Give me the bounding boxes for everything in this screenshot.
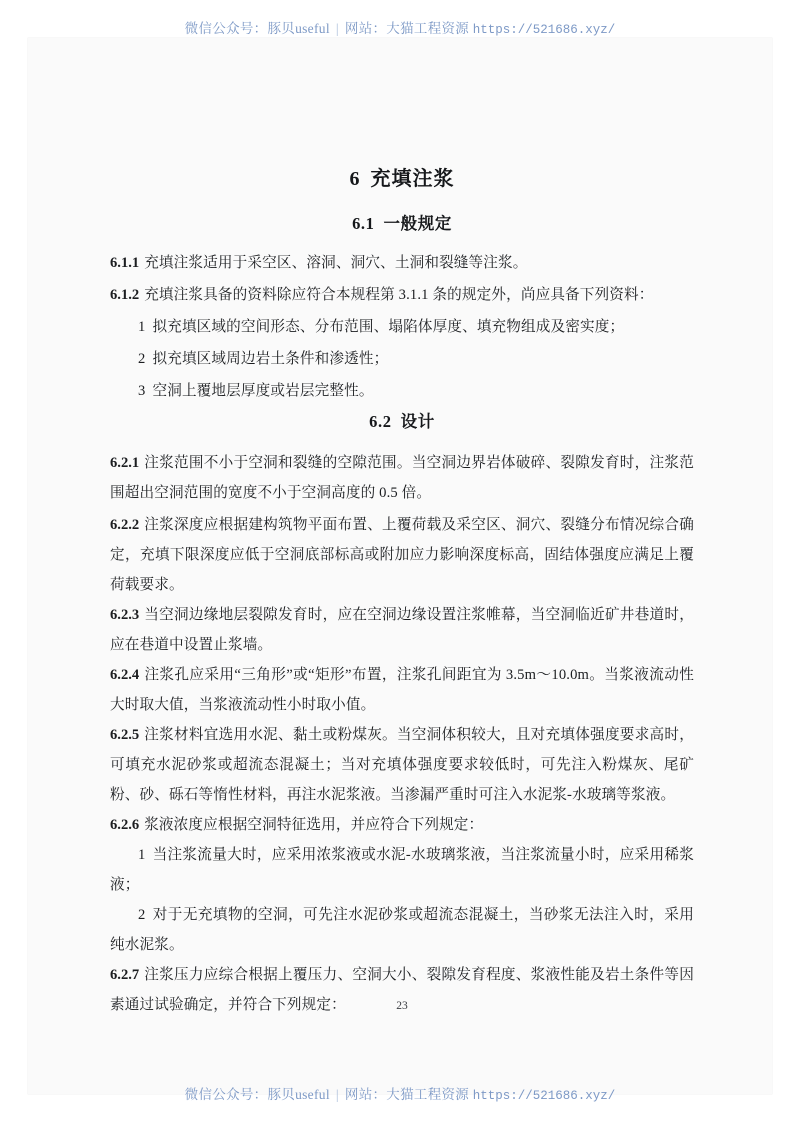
clause-number: 6.1.1 xyxy=(110,255,140,271)
clause-text: 充填注浆具备的资料除应符合本规程第 3.1.1 条的规定外，尚应具备下列资料： xyxy=(144,287,654,303)
clause-6-1-2 xyxy=(110,280,694,310)
clause-6-2-3 xyxy=(110,600,694,660)
list-item-1 xyxy=(110,312,694,342)
list-item-6-2-6-1 xyxy=(110,840,694,900)
clause-text: 浆液浓度应根据空洞特征选用，并应符合下列规定： xyxy=(144,817,484,833)
watermark-account: 微信公众号：豚贝useful xyxy=(184,1087,330,1102)
clause-number: 6.2.3 xyxy=(110,607,140,623)
clause-6-2-5 xyxy=(110,720,694,810)
section-number: 6.1 xyxy=(352,214,375,233)
clause-number: 6.2.5 xyxy=(110,727,140,743)
list-item-2 xyxy=(110,344,694,374)
section-title-text: 设计 xyxy=(400,412,435,431)
clause-number: 6.2.1 xyxy=(110,455,140,471)
item-number: 2 xyxy=(138,907,146,923)
page-number: 23 xyxy=(396,1000,408,1012)
item-number: 3 xyxy=(138,383,146,399)
chapter-title-text: 充填注浆 xyxy=(370,168,455,190)
clause-6-2-2 xyxy=(110,510,694,600)
section-heading-6-2 xyxy=(110,408,694,432)
section-title-text: 一般规定 xyxy=(383,214,452,233)
clause-text: 注浆深度应根据建构筑物平面布置、上覆荷载及采空区、洞穴、裂缝分布情况综合确定，充填下限深度应低于空洞底部标高或附加应力影响深度标高，固结体强度应满足上覆荷载要求。 xyxy=(110,517,694,593)
list-item-3 xyxy=(110,376,694,406)
item-text: 对于无充填物的空洞，可先注水泥砂浆或超流态混凝土，当砂浆无法注入时，采用纯水泥浆。 xyxy=(110,907,694,953)
section-heading-6-1 xyxy=(110,210,694,234)
list-item-6-2-6-2 xyxy=(110,900,694,960)
watermark-url: https://521686.xyz/ xyxy=(472,23,616,37)
watermark-separator: | xyxy=(335,21,339,36)
page-content-area xyxy=(110,38,694,1094)
clause-text: 注浆材料宜选用水泥、黏土或粉煤灰。当空洞体积较大，且对充填体强度要求高时，可填充水泥砂浆或超流态混凝土；当对充填体强度要求较低时，可先注入粉煤灰、尾矿粉、砂、砾石等惰性材料，再注水泥浆液。当渗漏严重时可注入水泥浆-水玻璃等浆液。 xyxy=(110,727,694,803)
clause-text: 充填注浆适用于采空区、溶洞、洞穴、土洞和裂缝等注浆。 xyxy=(144,255,528,271)
clause-text: 当空洞边缘地层裂隙发育时，应在空洞边缘设置注浆帷幕，当空洞临近矿井巷道时，应在巷道中设置止浆墙。 xyxy=(110,607,694,653)
chapter-number: 6 xyxy=(349,168,361,190)
watermark-separator: | xyxy=(335,1087,339,1102)
clause-number: 6.2.6 xyxy=(110,817,140,833)
item-text: 当注浆流量大时，应采用浓浆液或水泥-水玻璃浆液，当注浆流量小时，应采用稀浆液； xyxy=(110,847,694,893)
clause-number: 6.2.7 xyxy=(110,967,140,983)
document-page xyxy=(28,38,772,1094)
clause-number: 6.2.2 xyxy=(110,517,140,533)
clause-6-2-6 xyxy=(110,810,694,840)
clause-6-1-1 xyxy=(110,248,694,278)
footer-watermark xyxy=(0,1083,800,1103)
chapter-title xyxy=(110,162,694,191)
section-number: 6.2 xyxy=(369,412,392,431)
clause-number: 6.1.2 xyxy=(110,287,140,303)
item-text: 拟充填区域的空间形态、分布范围、塌陷体厚度、填充物组成及密实度； xyxy=(152,319,625,335)
item-number: 1 xyxy=(138,319,146,335)
item-text: 拟充填区域周边岩土条件和渗透性； xyxy=(152,351,389,367)
watermark-site: 网站：大猫工程资源 xyxy=(344,1087,470,1102)
item-number: 2 xyxy=(138,351,146,367)
clause-text: 注浆范围不小于空洞和裂缝的空隙范围。当空洞边界岩体破碎、裂隙发育时，注浆范围超出空洞范围的宽度不小于空洞高度的 0.5 倍。 xyxy=(110,455,694,501)
item-number: 1 xyxy=(138,847,146,863)
watermark-account: 微信公众号：豚贝useful xyxy=(184,21,330,36)
item-text: 空洞上覆地层厚度或岩层完整性。 xyxy=(152,383,374,399)
watermark-site: 网站：大猫工程资源 xyxy=(344,21,470,36)
header-watermark xyxy=(0,17,800,37)
watermark-url: https://521686.xyz/ xyxy=(472,1089,616,1103)
clause-text: 注浆压力应综合根据上覆压力、空洞大小、裂隙发育程度、浆液性能及岩土条件等因素通过试验确定，并符合下列规定： xyxy=(110,967,694,1013)
clause-number: 6.2.4 xyxy=(110,667,140,683)
clause-6-2-1 xyxy=(110,448,694,508)
clause-6-2-4 xyxy=(110,660,694,720)
clause-text: 注浆孔应采用“三角形”或“矩形”布置，注浆孔间距宜为 3.5m～10.0m。当浆液流动性大时取大值，当浆液流动性小时取小值。 xyxy=(110,667,694,713)
